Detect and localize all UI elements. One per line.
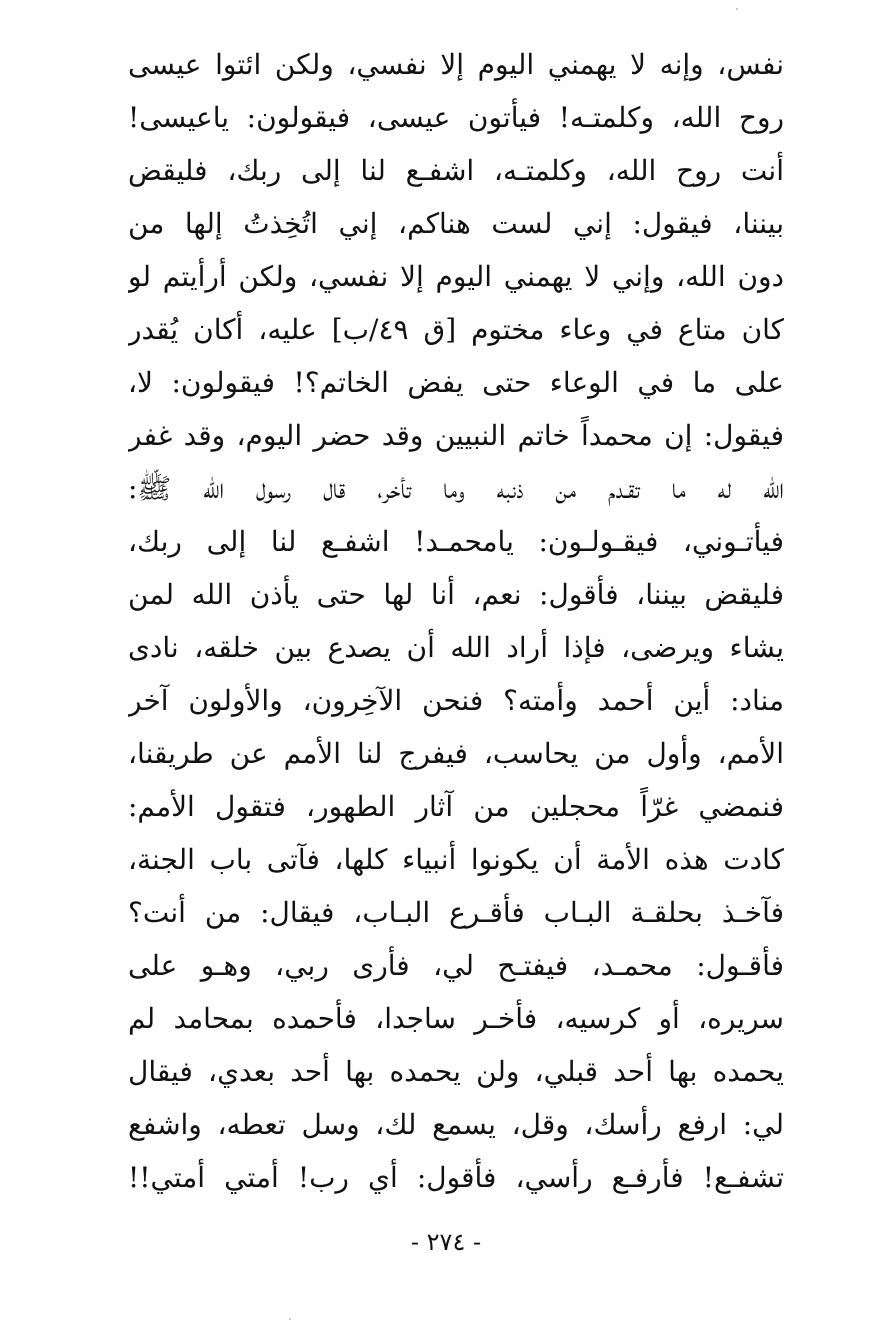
text-line-18: فأقـول: محمـد، فيفتـح لي، فأرى ربي، وهـو على [128, 949, 784, 982]
scan-speck [736, 8, 738, 10]
text-line-21: لي: ارفع رأسك، وقل، يسمع لك، وسل تعطه، واشفع [128, 1108, 784, 1141]
text-line-8: فيقول: إن محمداً خاتم النبيين وقد حضر اليوم، وقد غفر [128, 419, 784, 452]
text-line-14: الأمم، وأول من يحاسب، فيفرج لنا الأمم عن طريقنا، [128, 737, 784, 770]
text-line-9: الله له ما تقـدم من ذنبه وما تأخر، قال رسول الله ﷺ: [128, 472, 784, 505]
text-line-19: سريره، أو كرسيه، فأخـر ساجدا، فأحمده بمحامد لم [128, 1002, 784, 1035]
scan-speck [289, 1318, 291, 1320]
text-line-3: أنت روح الله، وكلمتـه، اشفـع لنا إلى ربك، فليقض [128, 154, 784, 187]
page-number: - ٢٧٤ - [410, 1228, 482, 1256]
text-line-20: يحمده بها أحد قبلي، ولن يحمده بها أحد بعدي، فيقال [128, 1055, 784, 1088]
text-line-12: يشاء ويرضى، فإذا أراد الله أن يصدع بين خلقه، نادى [128, 631, 784, 664]
text-line-15: فنمضي غرّاً محجلين من آثار الطهور، فتقول الأمم: [128, 790, 784, 823]
text-line-10: فيأتـوني، فيقـولـون: يامحمـد! اشفـع لنا إلى ربك، [128, 525, 784, 558]
text-line-5: دون الله، وإني لا يهمني اليوم إلا نفسي، ولكن أرأيتم لو [128, 260, 784, 293]
text-line-16: كادت هذه الأمة أن يكونوا أنبياء كلها، فآتى باب الجنة، [128, 843, 784, 876]
text-line-11: فليقض بيننا، فأقول: نعم، أنا لها حتى يأذن الله لمن [128, 578, 784, 611]
text-line-6: كان متاع في وعاء مختوم [ق ٤٩/ب] عليه، أكان يُقدر [128, 313, 784, 346]
text-line-4: بيننا، فيقول: إني لست هناكم، إني اتُخِذتُ إلها من [128, 207, 784, 240]
text-line-13: مناد: أين أحمد وأمته؟ فنحن الآخِرون، والأولون آخر [128, 684, 784, 717]
text-line-7: على ما في الوعاء حتى يفض الخاتم؟! فيقولون: لا، [128, 366, 784, 399]
text-line-2: روح الله، وكلمتـه! فيأتون عيسى، فيقولون: ياعيسى! [128, 101, 784, 134]
text-line-1: نفس، وإنه لا يهمني اليوم إلا نفسي، ولكن ائتوا عيسى [128, 48, 784, 81]
text-line-17: فآخـذ بحلقـة البـاب فأقـرع البـاب، فيقال: من أنت؟ [128, 896, 784, 929]
text-line-22: تشفـع! فأرفـع رأسي، فأقول: أي رب! أمتي أمتي!! [128, 1161, 784, 1194]
body-text [128, 38, 784, 1204]
